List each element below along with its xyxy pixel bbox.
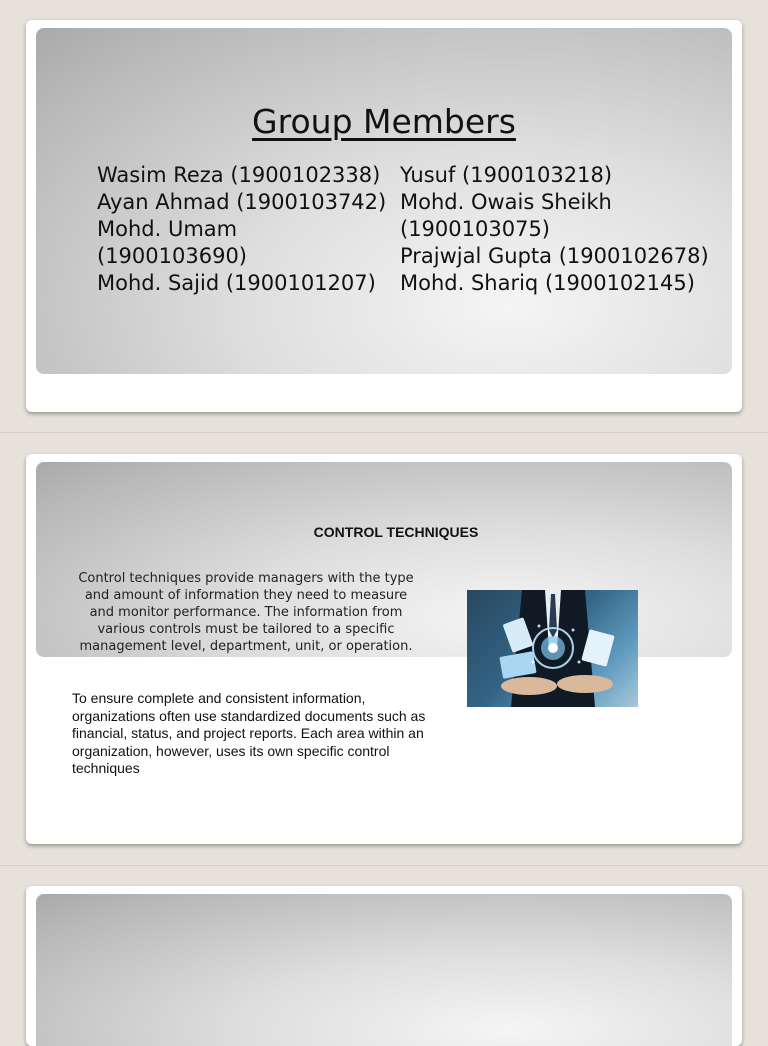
technology-hands-image [467,590,638,707]
member-name: Mohd. Sajid (1900101207) [97,271,376,295]
member-name: Prajwjal Gupta (1900102678) [400,244,709,268]
member-name: Yusuf (1900103218) [400,163,613,187]
member-name: Ayan Ahmad (1900103742) [97,190,387,214]
slide-group-members[interactable] [26,20,742,412]
member-name: Mohd. Owais Sheikh (1900103075) [400,190,612,241]
slide-divider [0,432,768,433]
slide-title: Group Members [252,102,516,141]
slide-control-techniques[interactable] [26,454,742,844]
technology-illustration-icon [467,590,638,707]
slide-header-panel [36,28,732,374]
members-right-column [400,162,740,297]
body-paragraph: To ensure complete and consistent information, organizations often use standardized documents such as financial, status, and project reports. Each area within an organization, however, uses its own specific control techniques [72,690,426,776]
slide-heading: CONTROL TECHNIQUES [313,524,479,540]
member-name: Wasim Reza (1900102338) [97,163,381,187]
member-name: Mohd. Shariq (1900102145) [400,271,695,295]
slide-divider [0,865,768,866]
slide-header-panel [36,894,732,1046]
member-name: Mohd. Umam (1900103690) [97,217,247,268]
slide-partial[interactable] [26,886,742,1046]
members-left-column [97,162,397,297]
intro-paragraph: Control techniques provide managers with the type and amount of information they need to measure and monitor performance. The information from various controls must be tailored to a specific management level, department, unit, or operation. [78,571,414,654]
